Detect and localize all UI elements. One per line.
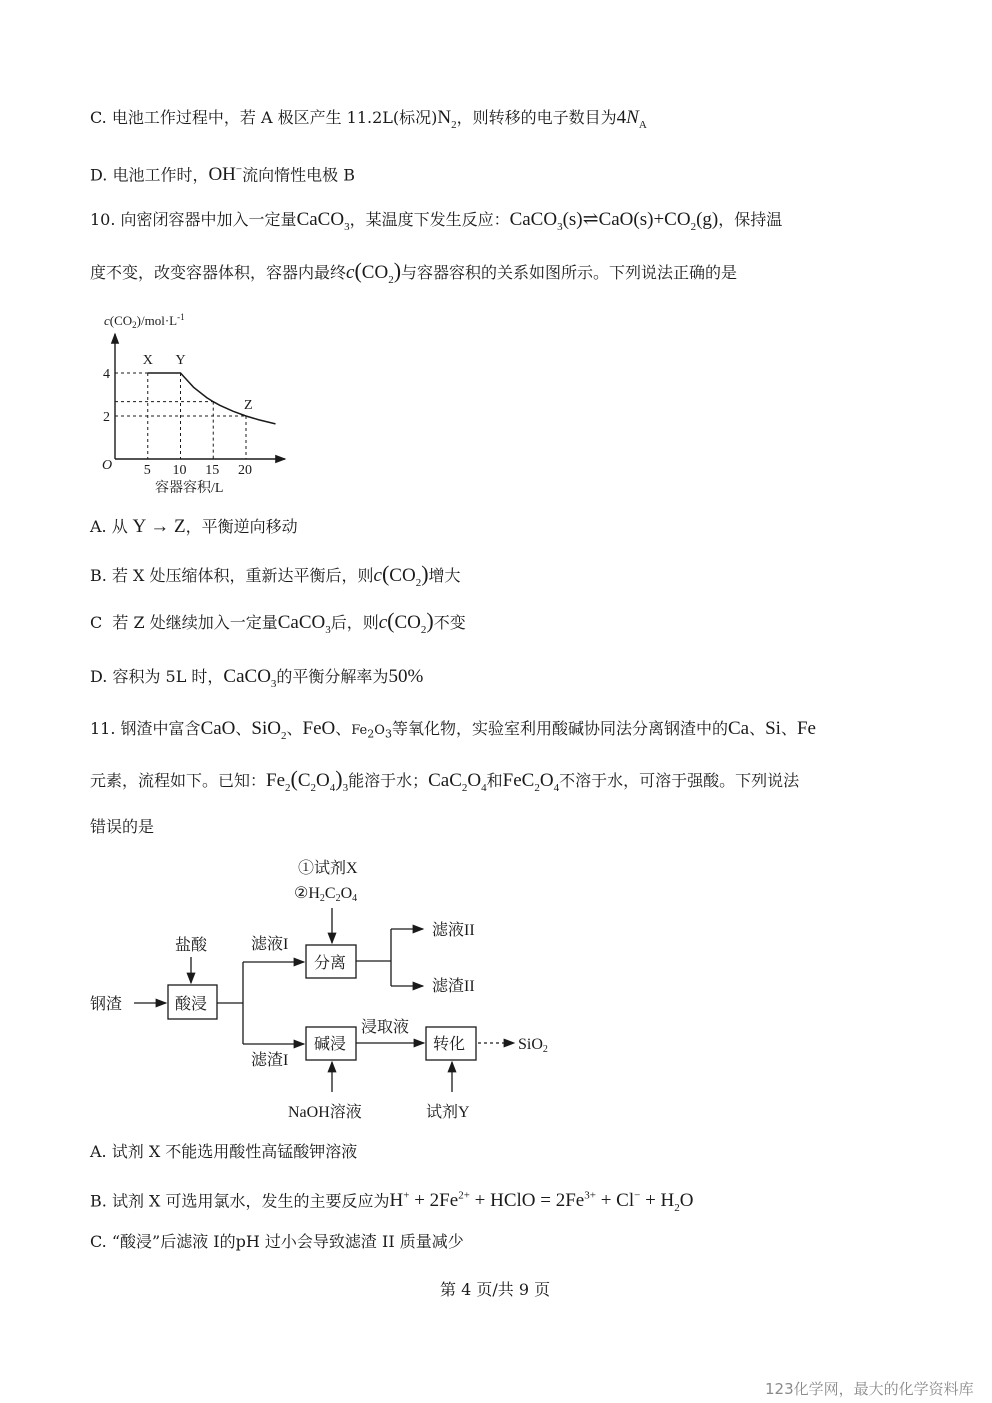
label-hydrochloric-acid: 盐酸 xyxy=(175,937,208,954)
q9-option-c xyxy=(90,106,647,137)
option-label: D. xyxy=(90,667,108,686)
reaction-equation: $CaCO_3(s)\rightleftharpoons CaO(s)+CO_2(g)$ xyxy=(509,209,719,233)
q9-option-d xyxy=(90,158,355,187)
question-number: 10. xyxy=(90,210,116,229)
q11-option-b xyxy=(90,1184,694,1220)
page-number: 第 4 页/共 9 页 xyxy=(440,1280,551,1299)
label-residue-1: 滤渣I xyxy=(251,1052,289,1069)
option-text: 电池工作时， xyxy=(112,165,209,185)
option-label: C. xyxy=(90,108,107,127)
option-label: A. xyxy=(90,1142,107,1161)
option-label: C. xyxy=(90,1232,107,1251)
label-extract-solution: 浸取液 xyxy=(361,1019,410,1036)
q10-option-c: C 若 Z 处继续加入一定量CaCO$_3$后，则$c(CO_2)$不变 xyxy=(90,608,466,636)
point-label-y: Y xyxy=(175,353,186,368)
q11-stem-line3 xyxy=(90,815,154,839)
option-text: 的平衡分解率为 xyxy=(276,667,389,686)
label-filtrate-1: 滤液I xyxy=(251,936,289,953)
q10-stem-line1 xyxy=(90,208,782,239)
stem-text: 与容器容积的关系如图所示。下列说法正确的是 xyxy=(401,263,738,282)
co2-volume-chart xyxy=(92,306,302,501)
stem-text: 错误的是 xyxy=(90,817,155,836)
option-text: 试剂 X 可选用氯水，发生的主要反应为 xyxy=(111,1191,390,1211)
q10-option-d: D. 容积为 5L 时，CaCO$_3$的平衡分解率为50% xyxy=(90,666,424,690)
watermark: 123化学网，最大的化学资料库 xyxy=(765,1380,974,1398)
option-text: “酸浸”后滤液 I的pH 过小会导致滤渣 II 质量减少 xyxy=(111,1232,464,1251)
option-label: B. xyxy=(90,566,107,585)
option-text: 若 Z 处继续加入一定量 xyxy=(112,613,278,632)
label-silica: SiO2 xyxy=(518,1036,548,1055)
stem-text: 向密闭容器中加入一定量 xyxy=(120,210,297,229)
stem-text: 能溶于水； xyxy=(348,771,429,790)
x-tick-label: 15 xyxy=(205,463,220,478)
co2-concentration: $c(CO_2)$ xyxy=(346,258,402,286)
point-label-x: X xyxy=(142,353,153,368)
stem-text: ，某温度下发生反应： xyxy=(349,210,510,229)
option-label: D. xyxy=(90,165,108,185)
stem-text: 不溶于水，可溶于强酸。下列说法 xyxy=(559,771,800,790)
label-convert: 转化 xyxy=(433,1036,466,1053)
label-filtrate-2: 滤液II xyxy=(432,922,475,939)
y-tick-label: 4 xyxy=(103,367,110,382)
n2-formula: $N_2$ xyxy=(437,107,457,131)
label-alkali-leach: 碱浸 xyxy=(314,1036,347,1053)
ionic-equation: $H^+ + 2Fe^{2+}$ + HClO = $2Fe^{3+} + Cl^- + H_2O$ xyxy=(389,1190,694,1215)
avogadro-expression: $4N_A$ xyxy=(616,107,647,131)
x-tick-label: 20 xyxy=(238,463,252,478)
percentage-value: 50% xyxy=(388,666,424,687)
label-naoh-solution: NaOH溶液 xyxy=(288,1104,362,1121)
stem-text: 等氧化物，实验室利用酸碱协同法分离钢渣中的 xyxy=(391,719,728,738)
q11-stem-line1: 11. 钢渣中富含CaO、SiO$_2$、FeO、$Fe_2O_3$等氧化物，实验室利用酸碱协同法分离钢渣中的Ca、Si、Fe xyxy=(90,718,816,742)
q11-option-c xyxy=(90,1230,464,1254)
option-text: 电池工作过程中，若 A 极区产生 11.2L(标况) xyxy=(111,108,438,127)
option-text: 容积为 5L 时， xyxy=(112,667,224,686)
option-text: 若 X 处压缩体积，重新达平衡后，则 xyxy=(111,566,374,585)
label-reagent-y: 试剂Y xyxy=(426,1104,470,1121)
option-label: C xyxy=(90,613,103,632)
q10-option-b: B. 若 X 处压缩体积，重新达平衡后，则$c(CO_2)$增大 xyxy=(90,561,461,589)
q10-stem-line2 xyxy=(90,259,737,292)
x-axis-label: 容器容积/L xyxy=(155,481,224,496)
hydroxide-ion: OH− xyxy=(208,164,243,186)
label-oxalic-acid: ②H2C2O4 xyxy=(294,885,358,904)
x-tick-label: 5 xyxy=(143,463,151,478)
stem-text: 钢渣中富含 xyxy=(120,719,201,738)
q11-stem-line2: 元素，流程如下。已知：$Fe_2(C_2O_4)_3$能溶于水；$CaC_2O_4$和$FeC_2O_4$不溶于水，可溶于强酸。下列说法 xyxy=(90,766,800,794)
option-text: ，则转移的电子数目为 xyxy=(456,108,617,127)
label-residue-2: 滤渣II xyxy=(432,978,475,995)
option-text: 从 xyxy=(111,517,128,536)
label-acid-leach: 酸浸 xyxy=(175,996,208,1013)
point-label-z: Z xyxy=(244,398,253,413)
label-reagent-x: ①试剂X xyxy=(298,860,358,877)
q11-option-a xyxy=(90,1140,357,1164)
option-text: 试剂 X 不能选用酸性高锰酸钾溶液 xyxy=(111,1142,358,1161)
origin-label: O xyxy=(102,458,113,473)
stem-text: ，保持温 xyxy=(718,210,783,229)
option-text: 流向惰性电极 B xyxy=(242,165,355,185)
option-text: 增大 xyxy=(428,566,461,585)
option-label: A. xyxy=(90,517,107,536)
stem-text: 元素，流程如下。已知： xyxy=(90,771,267,790)
question-number: 11. xyxy=(90,719,116,738)
option-text: 不变 xyxy=(433,613,466,632)
option-label: B. xyxy=(90,1191,107,1211)
y-tick-label: 2 xyxy=(103,410,110,425)
label-steel-slag: 钢渣 xyxy=(90,996,123,1013)
y-axis-label: $c(CO_2)/mol\cdot L^{-1}$ xyxy=(104,312,185,330)
option-text: 后，则 xyxy=(330,613,379,632)
x-tick-label: 10 xyxy=(172,463,187,478)
process-flow-diagram xyxy=(86,852,566,1132)
label-separate: 分离 xyxy=(314,955,347,972)
caco3-formula: CaCO$_3$ xyxy=(296,209,350,233)
q10-option-a: A. 从 Y → Z，平衡逆向移动 xyxy=(90,516,298,537)
stem-text: 度不变，改变容器体积，容器内最终 xyxy=(90,263,347,282)
option-text: ，平衡逆向移动 xyxy=(185,517,298,536)
